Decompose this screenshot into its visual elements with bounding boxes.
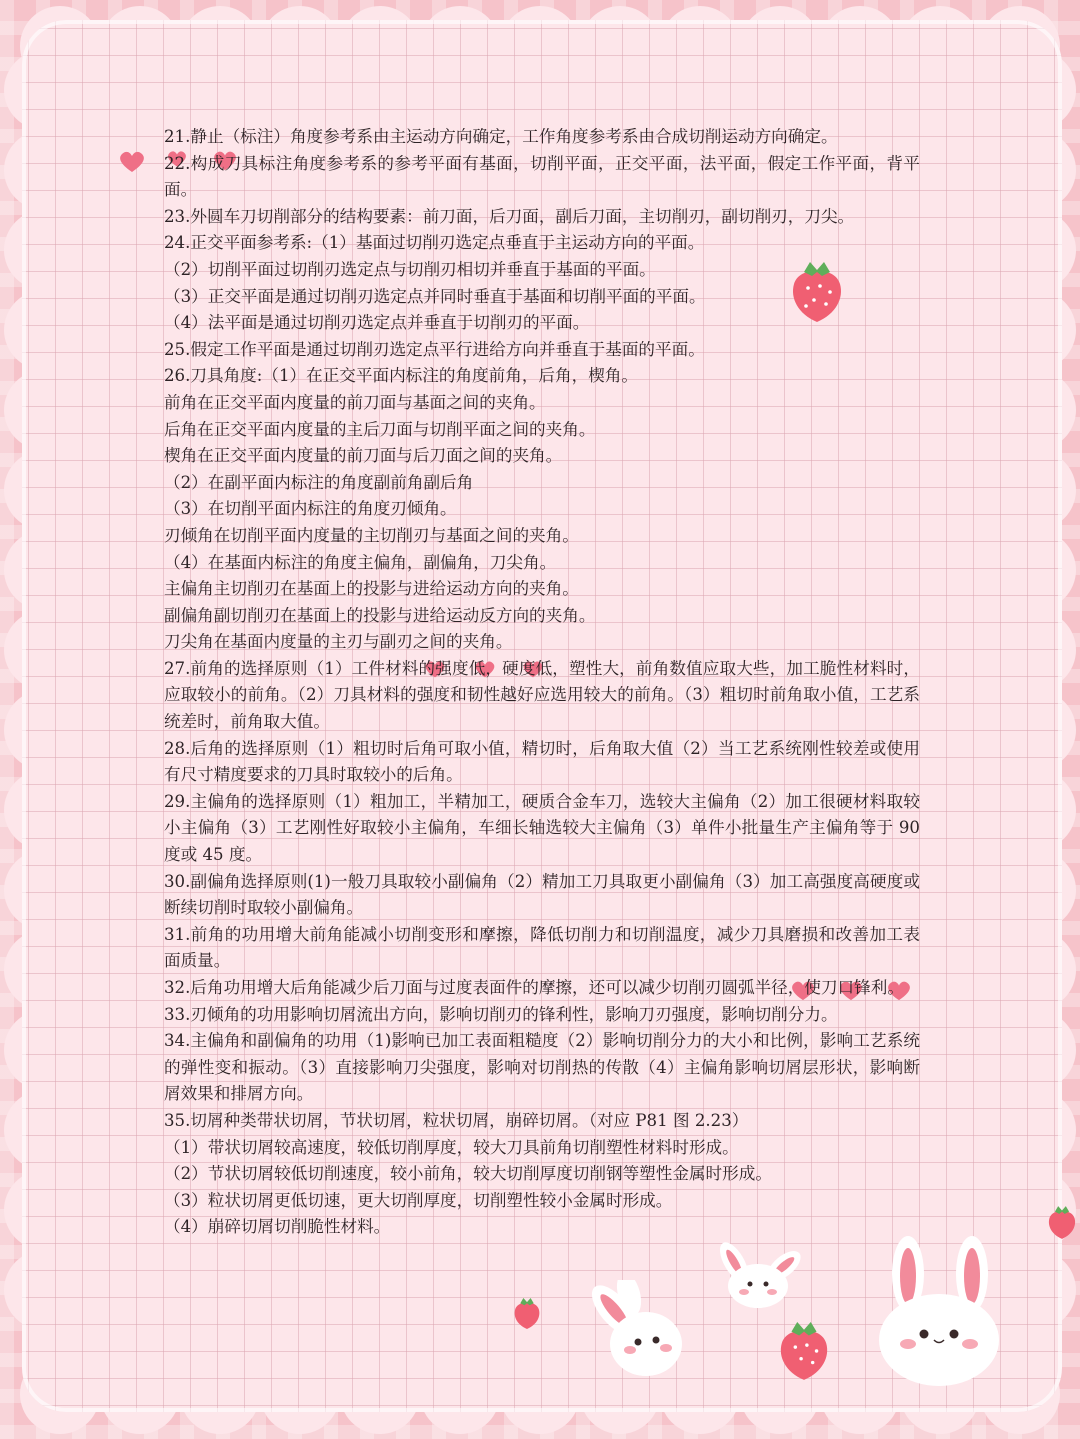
note-line: 35.切屑种类带状切屑，节状切屑，粒状切屑，崩碎切屑。（对应 P81 图 2.23） [164,1110,749,1130]
note-line: （3）粒状切屑更低切速，更大切削厚度，切削塑性较小金属时形成。 [164,1190,673,1210]
strawberry-icon [776,1318,832,1382]
bunny-icon [872,1236,1006,1386]
note-line: 27.前角的选择原则（1）工件材料的强度低，硬度低，塑性大，前角数值应取大些，加工脆性材料时，应取较小的前角。（2）刀具材料的强度和韧性越好应选用较大的前角。（3）粗切时前角取小值，工艺系统差时，前角取大值。 [164,658,920,732]
notes-body [164,124,920,1241]
note-line: 28.后角的选择原则（1）粗切时后角可取小值，精切时，后角取大值（2）当工艺系统刚性较差或使用有尺寸精度要求的刀具时取较小的后角。 [164,738,920,785]
note-line: 刃倾角在切削平面内度量的主切削刃与基面之间的夹角。 [164,525,579,545]
note-line: （2）在副平面内标注的角度副前角副后角 [164,472,474,492]
note-line: 34.主偏角和副偏角的功用（1)影响已加工表面粗糙度（2）影响切削分力的大小和比例，影响工艺系统的弹性变和振动。（3）直接影响刀尖强度，影响对切削热的传散（4）主偏角影响切屑层形状，影响断屑效果和排屑方向。 [164,1031,920,1104]
strawberry-icon [508,1296,546,1330]
note-line: 刀尖角在基面内度量的主刃与副刃之间的夹角。 [164,632,513,652]
note-line: （4）法平面是通过切削刃选定点并垂直于切削刃的平面。 [164,313,590,333]
note-line: 33.刃倾角的功用影响切屑流出方向，影响切削刃的锋利性，影响刀刃强度，影响切削分力。 [164,1004,838,1024]
note-line: 30.副偏角选择原则(1)一般刀具取较小副偏角（2）精加工刀具取更小副偏角（3）加工高强度高硬度或断续切削时取较小副偏角。 [164,871,920,918]
note-line: （4）崩碎切屑切削脆性材料。 [164,1217,391,1237]
note-line: （3）在切削平面内标注的角度刃倾角。 [164,499,457,519]
heart-icon [118,150,146,174]
note-line: 25.假定工作平面是通过切削刃选定点平行进给方向并垂直于基面的平面。 [164,339,705,359]
note-line: 26.刀具角度:（1）在正交平面内标注的角度前角，后角，楔角。 [164,366,638,386]
note-line: 23.外圆车刀切削部分的结构要素：前刀面，后刀面，副后刀面，主切削刃，副切削刃，刀尖。 [164,206,855,226]
note-line: 楔角在正交平面内度量的前刀面与后刀面之间的夹角。 [164,446,563,466]
bunny-icon [584,1280,694,1380]
note-line: 22.构成刀具标注角度参考系的参考平面有基面，切削平面，正交平面，法平面，假定工作平面，背平面。 [164,153,920,200]
note-line: （2）节状切屑较低切削速度，较小前角，较大切削厚度切削钢等塑性金属时形成。 [164,1164,772,1184]
note-line: 29.主偏角的选择原则（1）粗加工，半精加工，硬质合金车刀，选较大主偏角（2）加工很硬材料取较小主偏角（3）工艺刚性好取较小主偏角，车细长轴选较大主偏角（3）单件小批量生产主偏角等于 90 度或 45 度。 [164,791,920,865]
note-line: 24.正交平面参考系:（1）基面过切削刃选定点垂直于主运动方向的平面。 [164,233,705,253]
note-line: （4）在基面内标注的角度主偏角，副偏角，刀尖角。 [164,552,557,572]
note-line: 前角在正交平面内度量的前刀面与基面之间的夹角。 [164,392,546,412]
bunny-icon [708,1240,804,1310]
note-line: （3）正交平面是通过切削刃选定点并同时垂直于基面和切削平面的平面。 [164,286,706,306]
note-line: 31.前角的功用增大前角能减小切削变形和摩擦，降低切削力和切削温度，减少刀具磨损和改善加工表面质量。 [164,924,920,971]
note-line: 32.后角功用增大后角能减少后刀面与过度表面件的摩擦，还可以减少切削刃圆弧半径，使刀口锋利。 [164,978,904,997]
note-line: 21.静止（标注）角度参考系由主运动方向确定，工作角度参考系由合成切削运动方向确定。 [164,127,838,146]
note-line: 副偏角副切削刃在基面上的投影与进给运动反方向的夹角。 [164,605,596,625]
note-line: 主偏角主切削刃在基面上的投影与进给运动方向的夹角。 [164,579,579,599]
note-line: （1）带状切屑较高速度，较低切削厚度，较大刀具前角切削塑性材料时形成。 [164,1137,739,1157]
note-line: （2）切削平面过切削刃选定点与切削刃相切并垂直于基面的平面。 [164,259,656,279]
note-line: 后角在正交平面内度量的主后刀面与切削平面之间的夹角。 [164,419,596,439]
strawberry-icon [1044,1204,1080,1240]
